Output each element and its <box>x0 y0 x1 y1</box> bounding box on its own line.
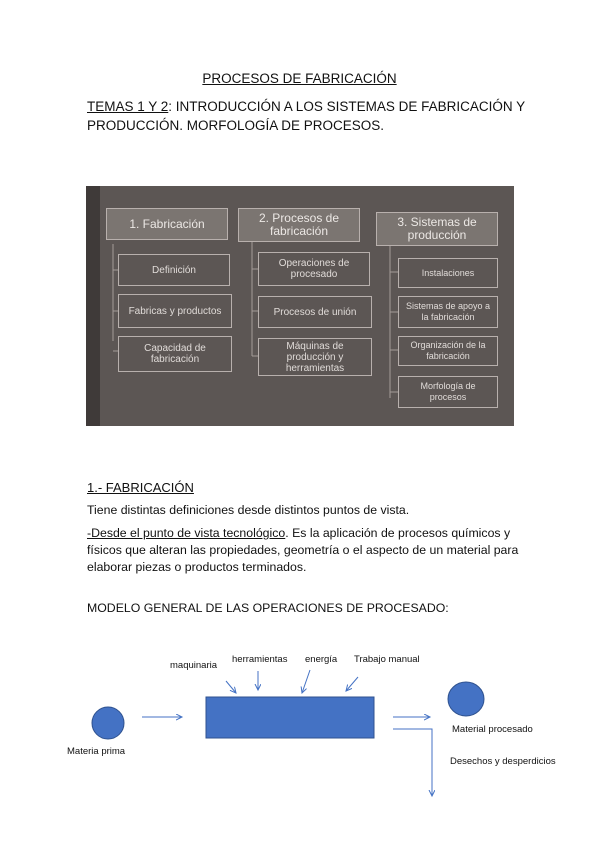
subtitle-topics: TEMAS 1 Y 2 <box>87 99 169 114</box>
raw-material-circle <box>92 707 124 739</box>
label-desechos: Desechos y desperdicios <box>450 756 556 767</box>
label-herramientas: herramientas <box>232 654 288 665</box>
photo-header-sistemas: 3. Sistemas de producción <box>376 212 498 246</box>
label-trabajo-manual: Trabajo manual <box>354 654 420 665</box>
photo-box: Operaciones de procesado <box>258 252 370 286</box>
waste-arrow <box>393 729 432 796</box>
photo-box: Instalaciones <box>398 258 498 288</box>
photo-box: Organización de la fabricación <box>398 336 498 366</box>
section-heading: 1.- FABRICACIÓN <box>87 480 194 495</box>
photo-box: Definición <box>118 254 230 286</box>
trabajo-arrow <box>346 677 358 691</box>
definition-text: . Es la aplicación de procesos químicos y físicos que alteran las propiedades, geometría o el aspecto de un material para elaborar piezas o productos terminados. <box>87 526 519 574</box>
photo-box: Máquinas de producción y herramientas <box>258 338 372 376</box>
photo-box: Fabricas y productos <box>118 294 232 328</box>
section-intro: Tiene distintas definiciones desde distintos puntos de vista. <box>87 503 410 517</box>
photo-box: Morfología de procesos <box>398 376 498 408</box>
document-title: PROCESOS DE FABRICACIÓN <box>202 71 397 86</box>
processed-material-circle <box>448 682 484 716</box>
photo-box: Sistemas de apoyo a la fabricación <box>398 296 498 328</box>
label-material-procesado: Material procesado <box>452 724 533 735</box>
process-box <box>206 697 374 738</box>
energia-arrow <box>302 670 310 693</box>
label-materia-prima: Materia prima <box>67 746 126 757</box>
label-maquinaria: maquinaria <box>170 660 217 671</box>
label-energia: energía <box>305 654 338 665</box>
photo-box: Procesos de unión <box>258 296 372 328</box>
photo-header-fabricacion: 1. Fabricación <box>106 208 228 240</box>
definition-label: -Desde el punto de vista tecnológico <box>87 526 286 540</box>
subtitle-text: : INTRODUCCIÓN A LOS SISTEMAS DE FABRICACIÓN Y PRODUCCIÓN. MORFOLOGÍA DE PROCESOS. <box>87 99 525 133</box>
photo-header-procesos: 2. Procesos de fabricación <box>238 208 360 242</box>
maquinaria-arrow <box>226 681 236 693</box>
photo-box: Capacidad de fabricación <box>118 336 232 372</box>
model-heading: MODELO GENERAL DE LAS OPERACIONES DE PROCESADO: <box>87 601 449 615</box>
